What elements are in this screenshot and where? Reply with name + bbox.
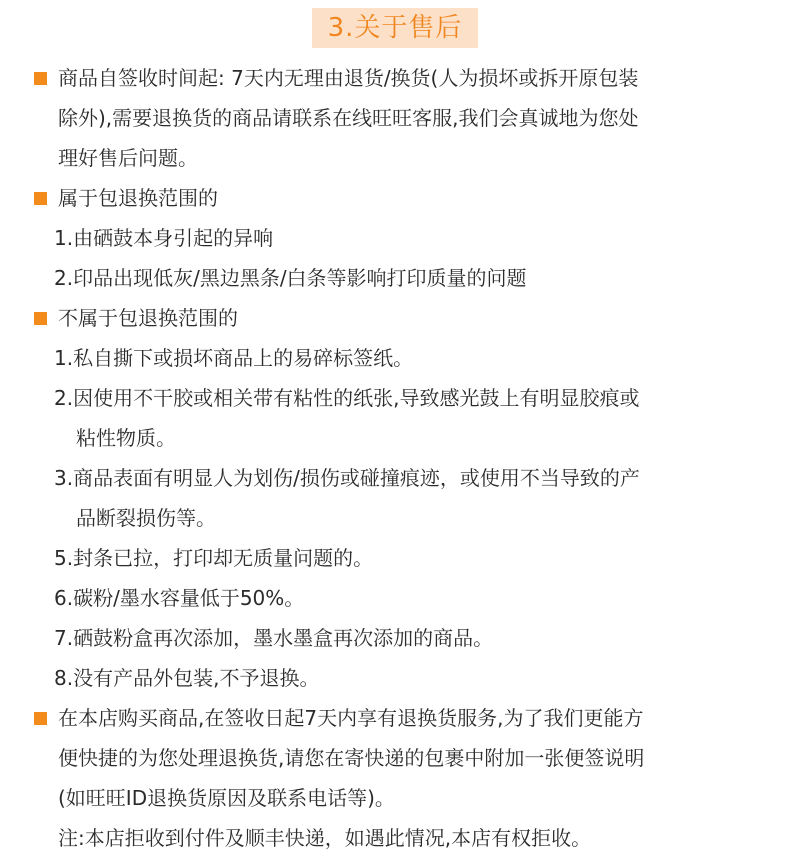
heading-text: 属于包退换范围的 xyxy=(58,186,218,210)
service-line xyxy=(32,778,762,818)
list-item xyxy=(32,378,762,418)
list-item-text: 6.碳粉/墨水容量低于50%。 xyxy=(54,586,305,610)
service-line xyxy=(32,738,762,778)
service-line xyxy=(32,698,762,738)
list-item-text: 1.私自撕下或损坏商品上的易碎标签纸。 xyxy=(54,346,414,370)
title-area xyxy=(0,8,790,48)
list-item xyxy=(32,658,762,698)
list-item-text: 5.封条已拉，打印却无质量问题的。 xyxy=(54,546,374,570)
note-text: 注:本店拒收到付件及顺丰快递，如遇此情况,本店有权拒收。 xyxy=(58,826,592,850)
list-item-text: 1.由硒鼓本身引起的异响 xyxy=(54,226,274,250)
list-item xyxy=(32,578,762,618)
service-text: 便快捷的为您处理退换货,请您在寄快递的包裹中附加一张便签说明 xyxy=(58,746,645,770)
list-item-text: 2.印品出现低灰/黑边黑条/白条等影响打印质量的问题 xyxy=(54,266,527,290)
list-item xyxy=(32,218,762,258)
heading-text: 不属于包退换范围的 xyxy=(58,306,238,330)
list-item xyxy=(32,618,762,658)
list-item xyxy=(32,258,762,298)
list-item xyxy=(32,538,762,578)
list-item-text: 品断裂损伤等。 xyxy=(76,506,216,530)
policy-line xyxy=(32,98,762,138)
square-bullet-icon xyxy=(34,192,47,205)
list-item-text: 8.没有产品外包装,不予退换。 xyxy=(54,666,320,690)
policy-line xyxy=(32,58,762,98)
returnable-heading xyxy=(32,178,762,218)
note-line xyxy=(32,818,762,858)
list-item xyxy=(32,458,762,498)
service-text: 在本店购买商品,在签收日起7天内享有退换货服务,为了我们更能方 xyxy=(58,706,644,730)
policy-text: 除外),需要退换货的商品请联系在线旺旺客服,我们会真诚地为您处 xyxy=(58,106,639,130)
service-text: (如旺旺ID退换货原因及联系电话等)。 xyxy=(58,786,395,810)
square-bullet-icon xyxy=(34,712,47,725)
list-item-text: 7.硒鼓粉盒再次添加，墨水墨盒再次添加的商品。 xyxy=(54,626,494,650)
policy-text: 商品自签收时间起: 7天内无理由退货/换货(人为损坏或拆开原包装 xyxy=(58,66,639,90)
square-bullet-icon xyxy=(34,72,47,85)
list-item-text: 3.商品表面有明显人为划伤/损伤或碰撞痕迹，或使用不当导致的产 xyxy=(54,466,640,490)
list-item-text: 粘性物质。 xyxy=(76,426,176,450)
list-item-text: 2.因使用不干胶或相关带有粘性的纸张,导致感光鼓上有明显胶痕或 xyxy=(54,386,640,410)
policy-text: 理好售后问题。 xyxy=(58,146,198,170)
after-sales-content xyxy=(32,58,762,858)
list-item xyxy=(32,338,762,378)
policy-line xyxy=(32,138,762,178)
square-bullet-icon xyxy=(34,312,47,325)
list-item-continued xyxy=(32,498,762,538)
non-returnable-heading xyxy=(32,298,762,338)
section-title: 3.关于售后 xyxy=(312,8,479,48)
list-item-continued xyxy=(32,418,762,458)
